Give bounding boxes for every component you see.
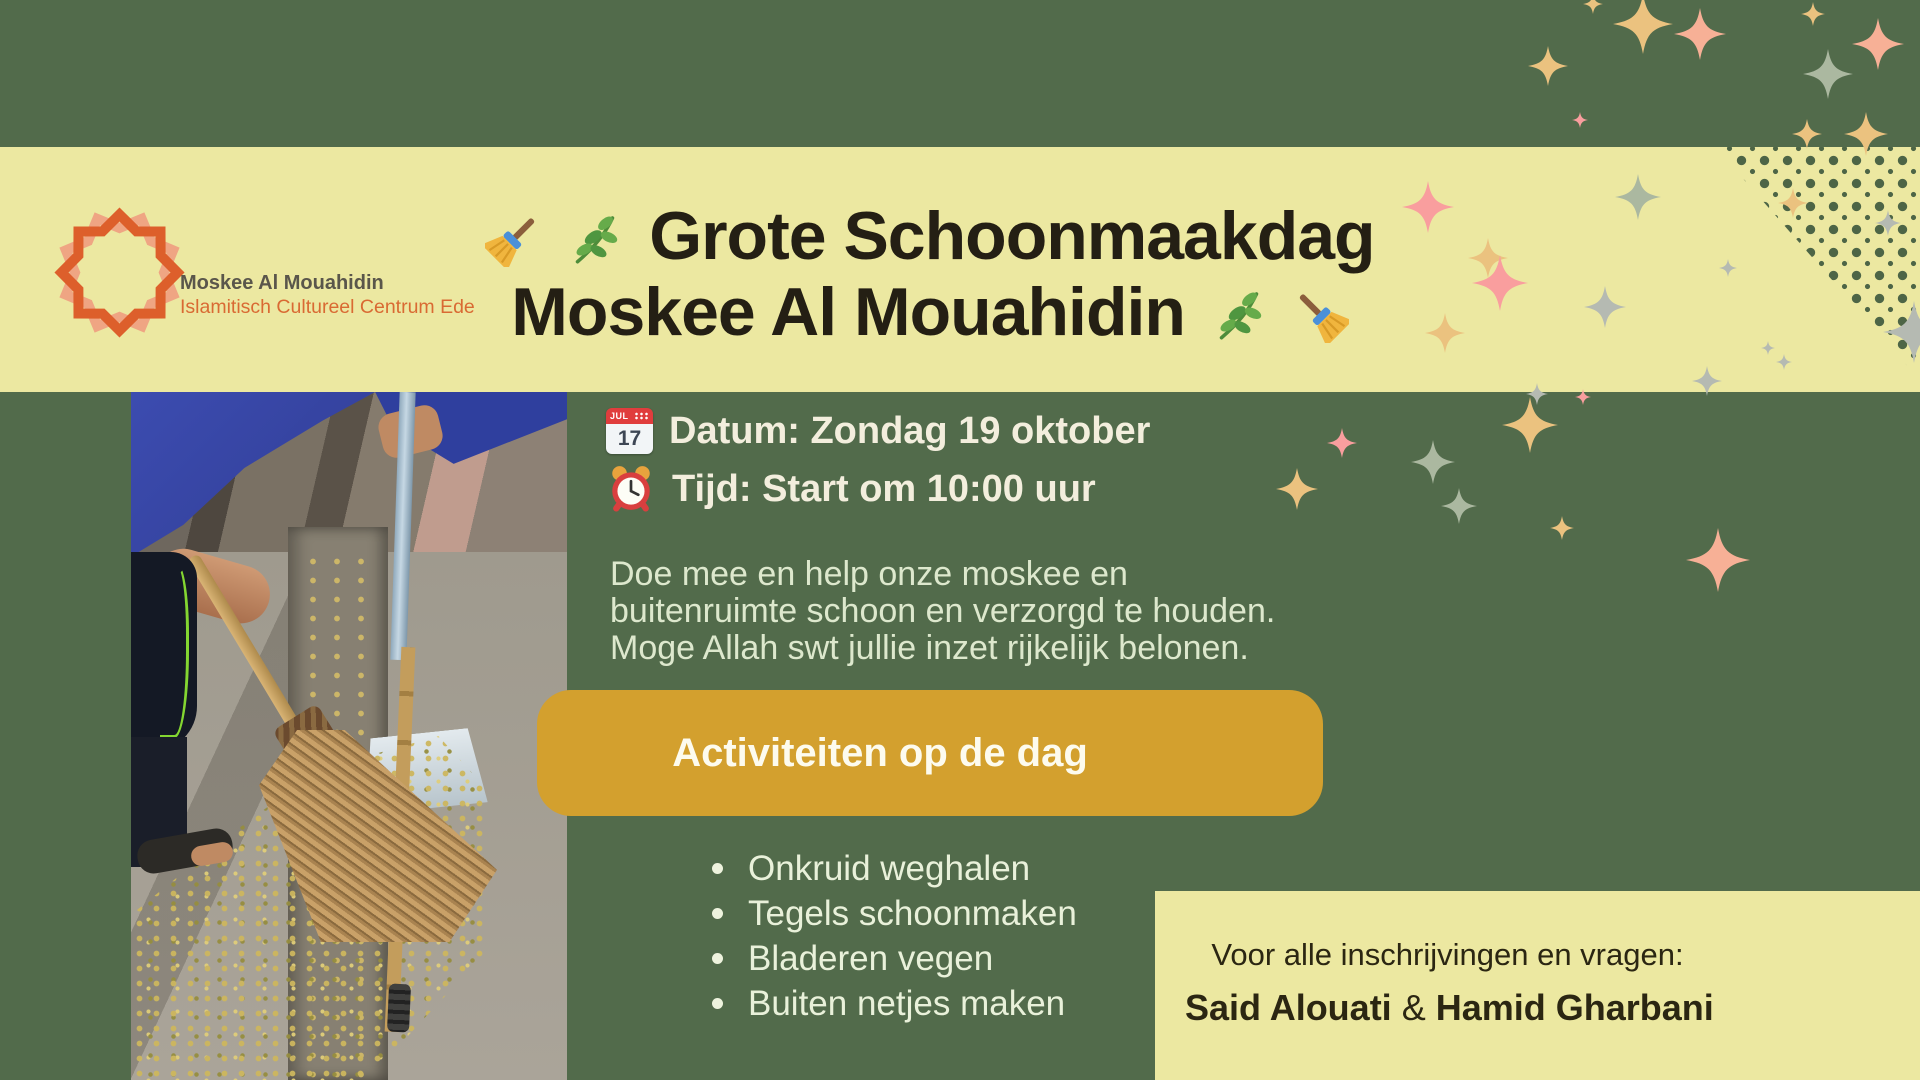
contact-names-separator: & bbox=[1401, 987, 1426, 1028]
activities-list-item: Tegels schoonmaken bbox=[702, 891, 1077, 936]
activities-list bbox=[702, 846, 1077, 1026]
contact-name-2: Hamid Gharbani bbox=[1435, 987, 1714, 1028]
sparkle-icon bbox=[1411, 440, 1455, 484]
logo-star-icon bbox=[52, 205, 187, 340]
date-label: Datum: Zondag 19 oktober bbox=[669, 409, 1151, 452]
title-line2-text: Moskee Al Mouahidin bbox=[511, 274, 1185, 350]
intro-line: Moge Allah swt jullie inzet rijkelijk belonen. bbox=[610, 629, 1249, 667]
sparkle-icon bbox=[1441, 488, 1477, 524]
contact-box bbox=[1155, 891, 1920, 1080]
contact-heading: Voor alle inschrijvingen en vragen: bbox=[1211, 937, 1684, 972]
activities-list-item: Bladeren vegen bbox=[702, 936, 1077, 981]
photo-handle-wrap bbox=[387, 983, 411, 1032]
herb-icon bbox=[567, 211, 623, 267]
sparkle-icon bbox=[1674, 8, 1726, 60]
activities-list-item: Onkruid weghalen bbox=[702, 846, 1077, 891]
calendar-icon bbox=[606, 408, 653, 454]
broom-icon bbox=[485, 211, 541, 267]
sparkle-icon bbox=[1613, 0, 1673, 54]
activities-heading-pill: Activiteiten op de dag bbox=[537, 690, 1323, 816]
sparkle-icon bbox=[1792, 119, 1822, 149]
sparkle-icon bbox=[1803, 49, 1853, 99]
sparkle-icon bbox=[1852, 18, 1904, 70]
sparkle-icon bbox=[1583, 0, 1603, 14]
sparkle-icon bbox=[1686, 528, 1750, 592]
logo-title: Moskee Al Mouahidin bbox=[180, 272, 384, 294]
sparkle-icon bbox=[1327, 428, 1357, 458]
activities-list-item: Buiten netjes maken bbox=[702, 981, 1077, 1026]
contact-names bbox=[1185, 987, 1714, 1029]
contact-name-1: Said Alouati bbox=[1185, 987, 1392, 1028]
sparkle-icon bbox=[1502, 397, 1558, 453]
calendar-icon-month: JUL bbox=[610, 411, 629, 421]
sparkle-icon bbox=[1528, 46, 1568, 86]
intro-line: Doe mee en help onze moskee en bbox=[610, 555, 1128, 593]
sparkle-icon bbox=[1801, 2, 1825, 26]
poster-title-line2 bbox=[430, 274, 1430, 350]
sparkle-icon bbox=[1550, 516, 1574, 540]
time-row bbox=[606, 464, 1096, 514]
herb-icon bbox=[1211, 287, 1267, 343]
photo-shorts bbox=[131, 552, 197, 752]
date-row bbox=[606, 408, 1150, 454]
logo-subtitle: Islamitisch Cultureel Centrum Ede bbox=[180, 295, 475, 318]
time-label: Tijd: Start om 10:00 uur bbox=[672, 467, 1096, 510]
broom-icon bbox=[1293, 287, 1349, 343]
poster-title-line1 bbox=[430, 198, 1430, 274]
calendar-icon-header bbox=[606, 408, 653, 424]
calendar-icon-dots bbox=[634, 412, 649, 420]
alarm-clock-icon bbox=[606, 464, 656, 514]
photo-sweeping-leaves bbox=[131, 392, 567, 1080]
intro-line: buitenruimte schoon en verzorgd te houden. bbox=[610, 592, 1276, 630]
calendar-icon-day: 17 bbox=[606, 424, 653, 454]
intro-paragraph bbox=[610, 556, 1275, 667]
poster-title bbox=[430, 198, 1430, 350]
sparkle-icon bbox=[1572, 112, 1588, 128]
title-line1-text: Grote Schoonmaakdag bbox=[649, 198, 1375, 274]
sparkle-icon bbox=[1276, 468, 1318, 510]
